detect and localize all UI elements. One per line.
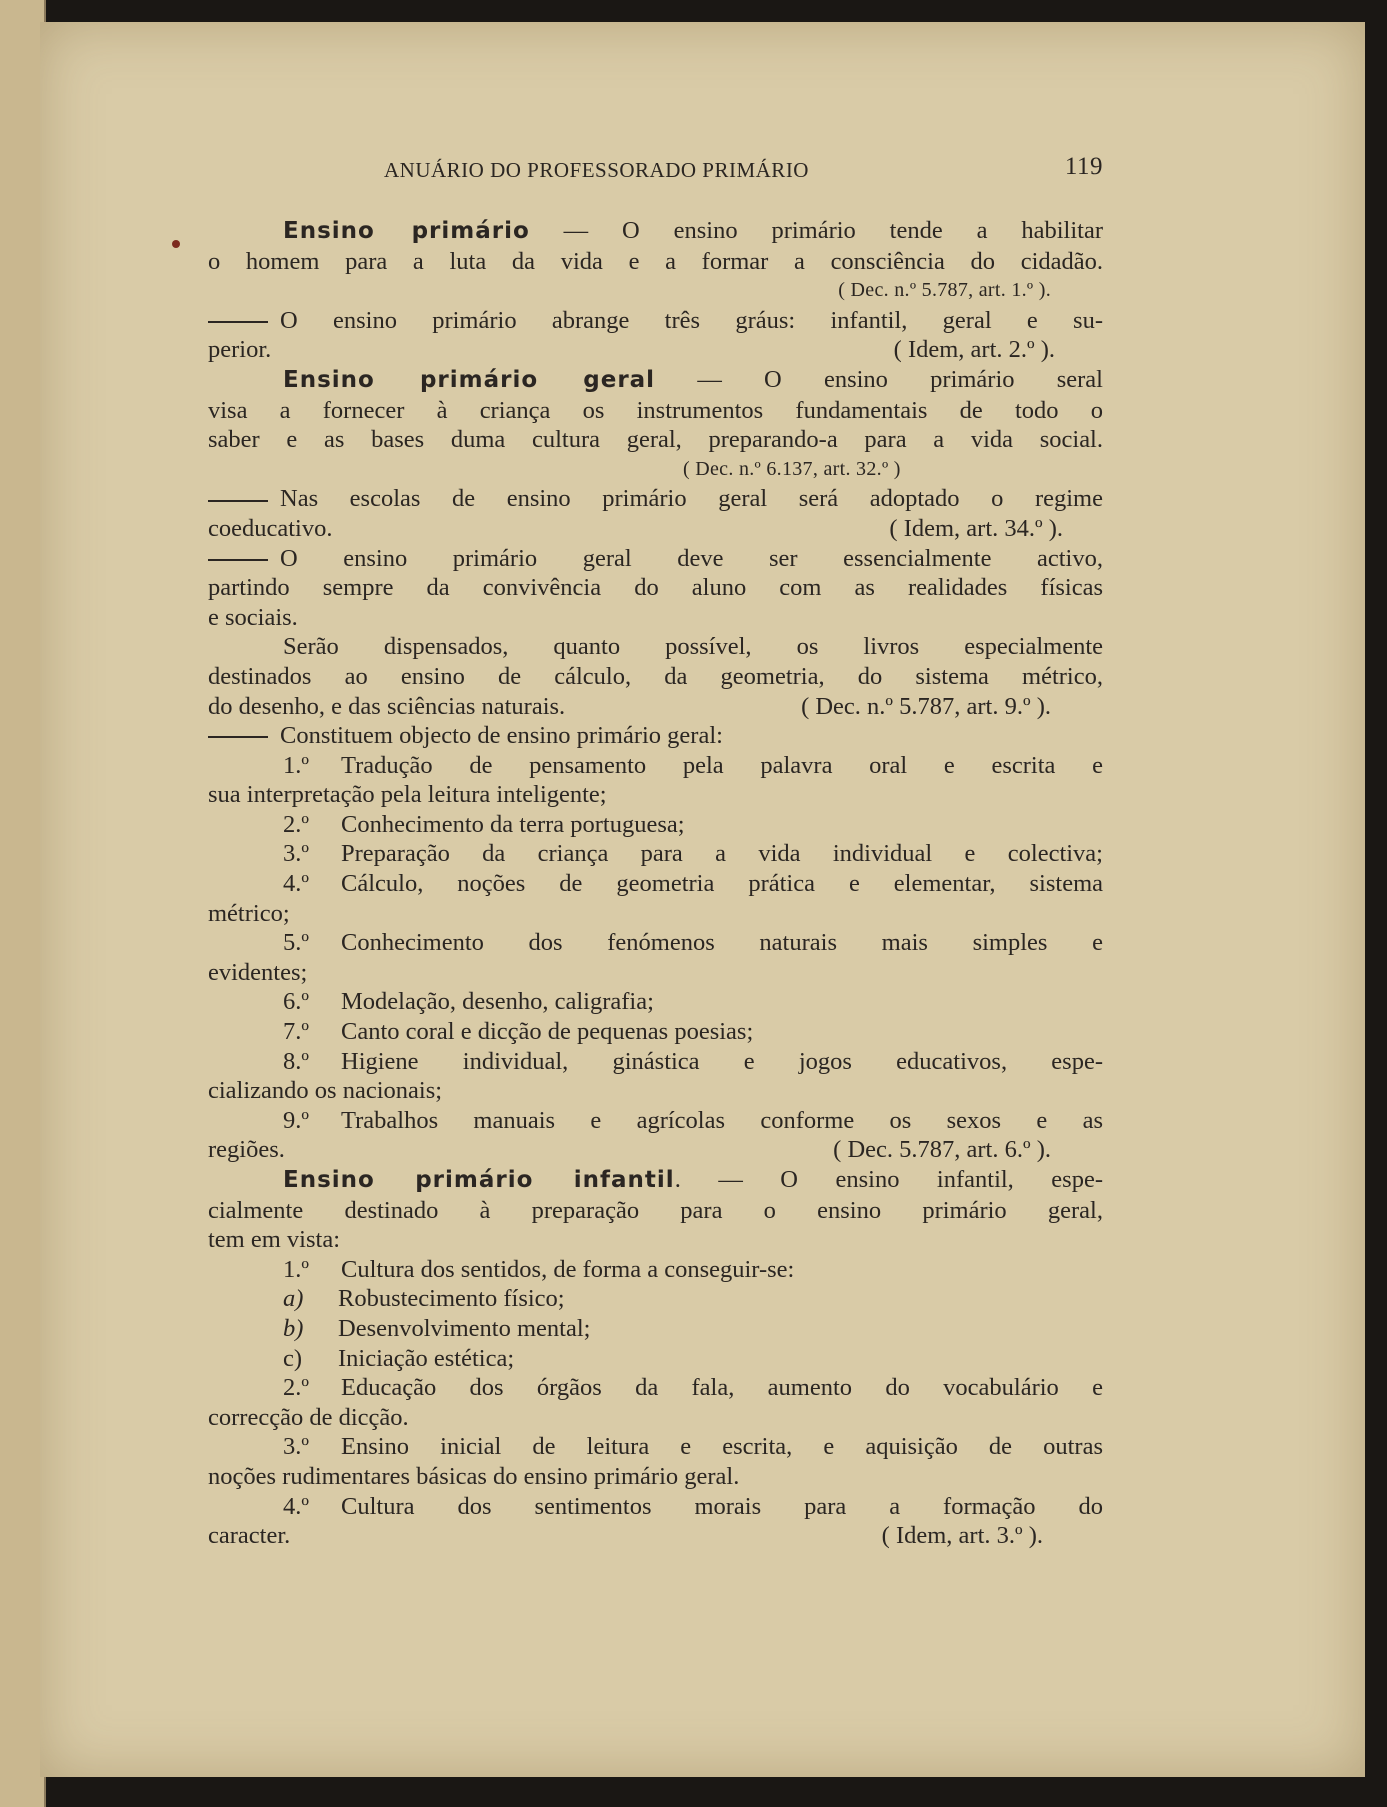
paragraph-line: saber e as bases duma cultura geral, preparando-a para a vida social.	[208, 426, 1103, 454]
list-item: 4.º Cultura dos sentimentos morais para a formação do	[283, 1492, 1103, 1520]
paragraph-line: Ensino primário — O ensino primário tende a habilitar	[283, 217, 1103, 244]
list-item-continuation: cializando os nacionais;	[208, 1077, 443, 1105]
sub-item: b) Desenvolvimento mental;	[283, 1314, 591, 1342]
list-item: 6.º Modelação, desenho, caligrafia;	[283, 988, 654, 1016]
list-item: 1.º Cultura dos sentidos, de forma a conseguir-se:	[283, 1255, 795, 1283]
paragraph-line: Constituem objecto de ensino primário geral:	[208, 721, 1103, 751]
list-item-continuation: regiões. ( Dec. 5.787, art. 6.º ).	[208, 1135, 1103, 1165]
dash-rule	[208, 559, 268, 561]
citation: ( Idem, art. 34.º ).	[889, 514, 1063, 542]
list-item-continuation: métrico;	[208, 899, 290, 927]
list-item: 4.º Cálculo, noções de geometria prática e elementar, sistema	[283, 870, 1103, 898]
page-number: 119	[1064, 153, 1103, 180]
citation: ( Dec. n.º 5.787, art. 9.º ).	[801, 692, 1051, 720]
dash-rule	[208, 321, 268, 323]
paragraph-line: coeducativo. ( Idem, art. 34.º ).	[208, 514, 1103, 544]
paragraph-line: cialmente destinado à preparação para o ensino primário geral,	[208, 1196, 1103, 1224]
paragraph-line: Ensino primário infantil. — O ensino infantil, espe-	[283, 1166, 1103, 1193]
list-item-continuation: correcção de dicção.	[208, 1403, 409, 1431]
paragraph-line: o homem para a luta da vida e a formar a consciência do cidadão.	[208, 247, 1103, 275]
paragraph-line: partindo sempre da convivência do aluno com as realidades físicas	[208, 574, 1103, 602]
list-item: 7.º Canto coral e dicção de pequenas poesias;	[283, 1018, 754, 1046]
document-page	[40, 22, 1365, 1777]
paragraph-line: O ensino primário abrange três gráus: infantil, geral e su-	[208, 306, 1103, 336]
paragraph-line: visa a fornecer à criança os instrumentos fundamentais de todo o	[208, 396, 1103, 424]
paragraph-line: e sociais.	[208, 603, 298, 631]
section-heading: Ensino primário	[283, 218, 530, 244]
list-item: 3.º Ensino inicial de leitura e escrita, e aquisição de outras	[283, 1433, 1103, 1461]
list-item: 1.º Tradução de pensamento pela palavra oral e escrita e	[283, 751, 1103, 779]
list-item-continuation: evidentes;	[208, 958, 308, 986]
citation: ( Dec. 5.787, art. 6.º ).	[833, 1136, 1051, 1164]
list-item-continuation: caracter. ( Idem, art. 3.º ).	[208, 1521, 1103, 1551]
list-item: 2.º Conhecimento da terra portuguesa;	[283, 810, 685, 838]
paragraph-line: Ensino primário geral — O ensino primário seral	[283, 365, 1103, 393]
dash-rule	[208, 500, 268, 502]
list-item: 5.º Conhecimento dos fenómenos naturais mais simples e	[283, 929, 1103, 957]
paragraph-line: tem em vista:	[208, 1226, 340, 1254]
paragraph-line: destinados ao ensino de cálculo, da geometria, do sistema métrico,	[208, 662, 1103, 690]
paragraph-line: Nas escolas de ensino primário geral será adoptado o regime	[208, 484, 1103, 514]
citation: ( Idem, art. 3.º ).	[881, 1522, 1043, 1550]
list-item: 2.º Educação dos órgãos da fala, aumento do vocabulário e	[283, 1374, 1103, 1402]
paragraph-line: O ensino primário geral deve ser essencialmente activo,	[208, 544, 1103, 574]
list-item-continuation: noções rudimentares básicas do ensino primário geral.	[208, 1462, 740, 1490]
section-heading: Ensino primário infantil	[283, 1167, 675, 1193]
sub-item: c) Iniciação estética;	[283, 1344, 515, 1372]
citation: ( Idem, art. 2.º ).	[893, 336, 1055, 364]
page-content	[208, 140, 1103, 1551]
sub-item: a) Robustecimento físico;	[283, 1285, 565, 1313]
list-item-continuation: sua interpretação pela leitura inteligente;	[208, 781, 607, 809]
paragraph-line: perior. ( Idem, art. 2.º ).	[208, 335, 1103, 365]
running-title: ANUÁRIO DO PROFESSORADO PRIMÁRIO	[384, 158, 809, 182]
citation: ( Dec. n.º 6.137, art. 32.º )	[683, 457, 901, 480]
list-item: 8.º Higiene individual, ginástica e jogos educativos, espe-	[283, 1047, 1103, 1075]
paragraph-line: do desenho, e das sciências naturais. ( Dec. n.º 5.787, art. 9.º ).	[208, 692, 1103, 722]
paragraph-line: Serão dispensados, quanto possível, os livros especialmente	[283, 633, 1103, 661]
list-item: 3.º Preparação da criança para a vida individual e colectiva;	[283, 840, 1103, 868]
list-item: 9.º Trabalhos manuais e agrícolas conforme os sexos e as	[283, 1106, 1103, 1134]
citation: ( Dec. n.º 5.787, art. 1.º ).	[838, 279, 1051, 302]
section-heading: Ensino primário geral	[283, 366, 656, 393]
dash-rule	[208, 736, 268, 738]
running-header	[208, 140, 1103, 190]
ink-mark	[172, 240, 180, 248]
